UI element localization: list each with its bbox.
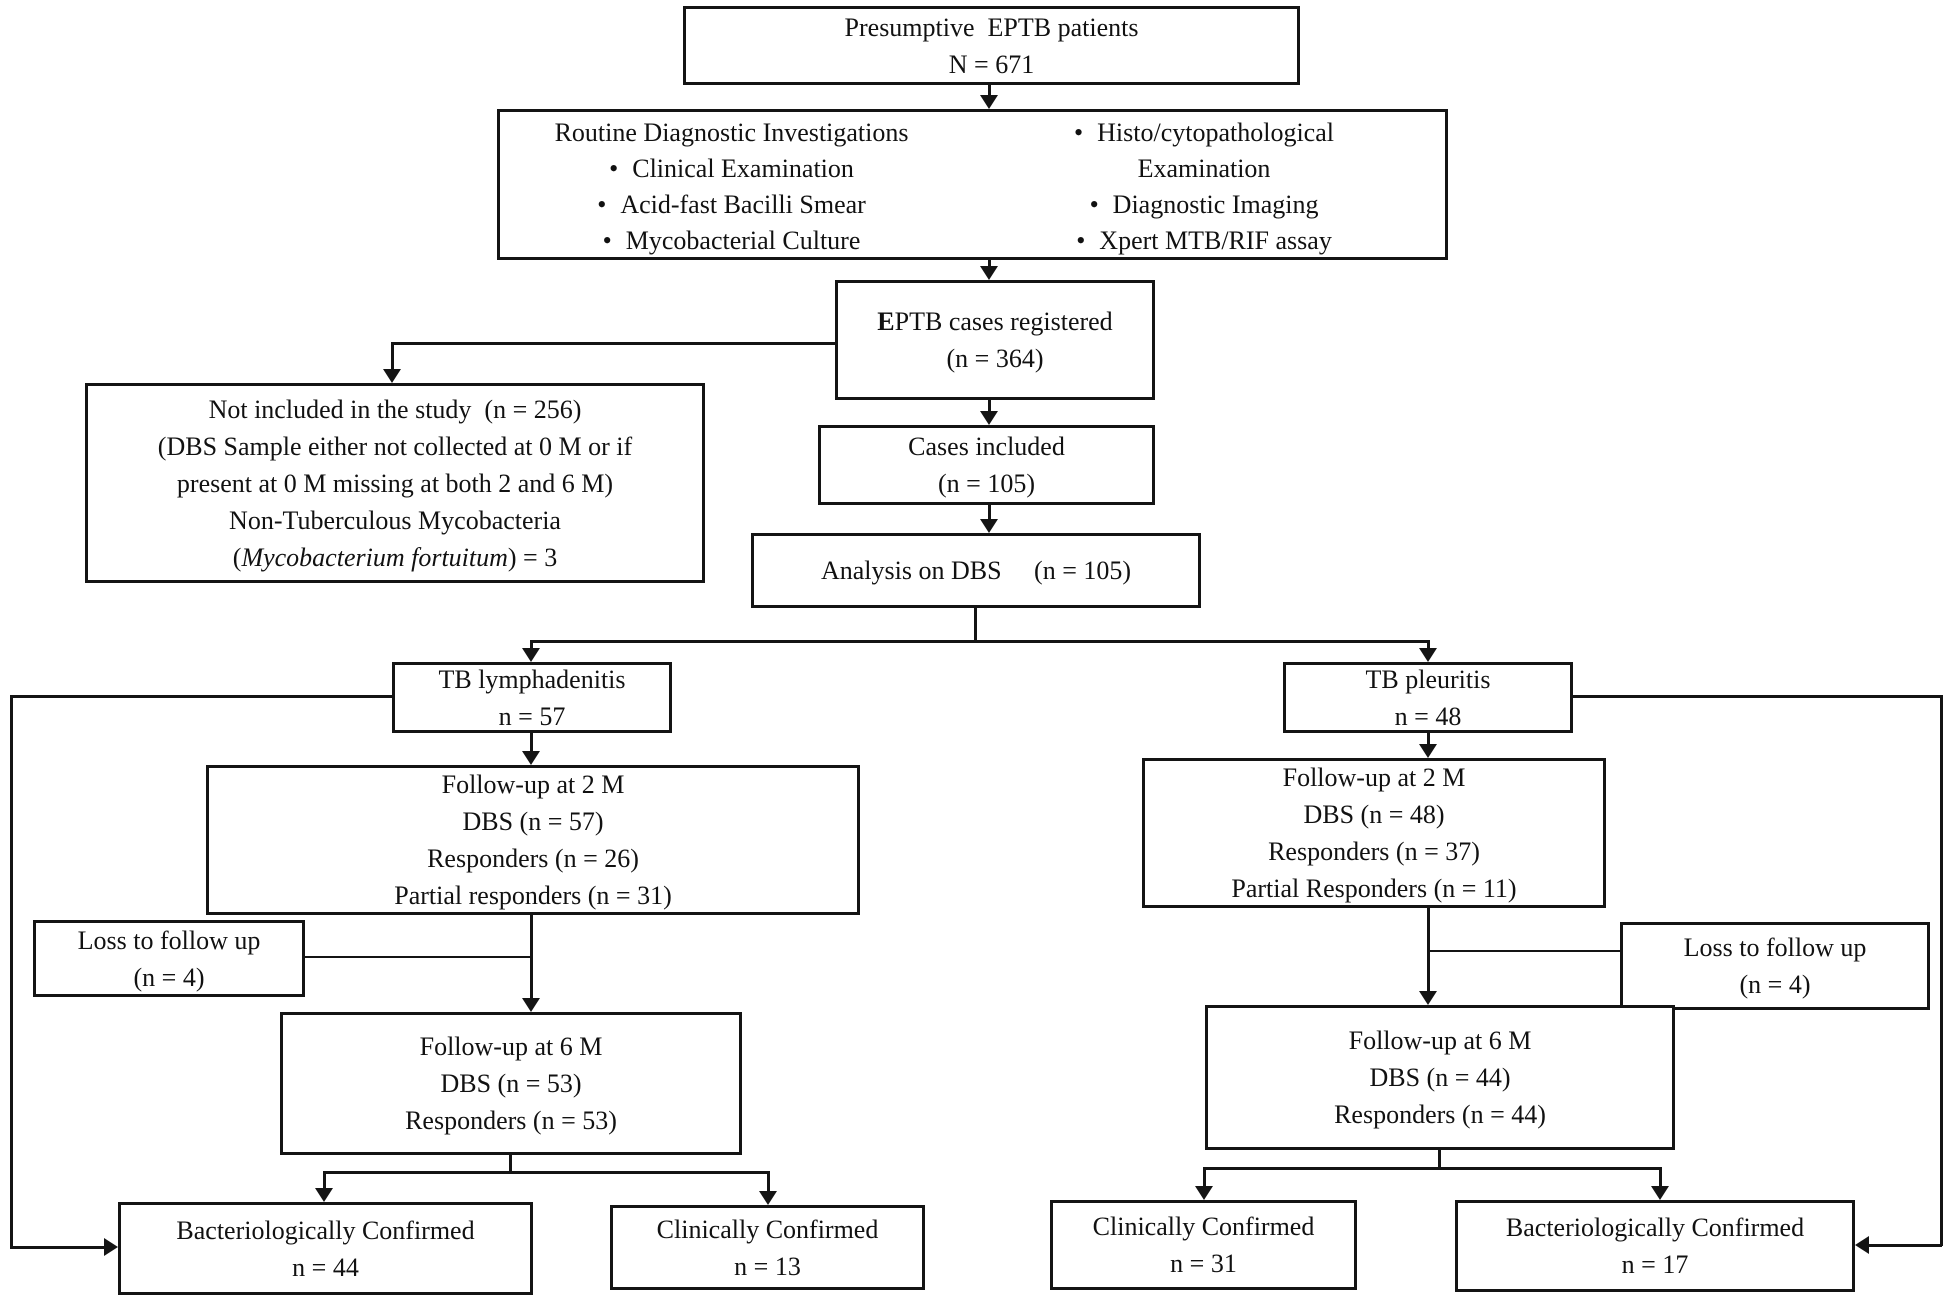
box-line: Loss to follow up [77, 925, 261, 955]
box-line: Bacteriologically Confirmed [176, 1215, 475, 1245]
bullet-item: • Histo/cytopathological Examination [1014, 115, 1394, 187]
column-title: Routine Diagnostic Investigations [554, 118, 909, 147]
arrowhead-down [383, 369, 401, 383]
box-line: DBS (n = 53) [440, 1069, 582, 1098]
connector-line [988, 504, 991, 520]
box-line: DBS (n = 48) [1303, 800, 1445, 829]
arrowhead-down [980, 411, 998, 425]
arrowhead-down [980, 519, 998, 533]
box-line: Bacteriologically Confirmed [1505, 1213, 1805, 1242]
box-line: present at 0 M missing at both 2 and 6 M) [176, 468, 614, 498]
investigations-left-column [500, 115, 963, 259]
box-line: Follow-up at 6 M [419, 1032, 603, 1061]
box-line: Responders (n = 44) [1334, 1100, 1546, 1129]
box-line: (DBS Sample either not collected at 0 M or if [157, 431, 633, 461]
box-routine-diagnostic-investigations [497, 109, 1448, 260]
box-line: Follow-up at 6 M [1348, 1026, 1532, 1055]
species-name: Mycobacterium fortuitum [241, 542, 508, 572]
branch-line [1203, 1167, 1662, 1170]
box-right-bacteriologically-confirmed [1455, 1200, 1855, 1292]
box-line: N = 671 [948, 49, 1035, 79]
bullet-item: • Xpert MTB/RIF assay [1014, 223, 1394, 259]
box-line: (n = 105) [938, 469, 1035, 498]
box-line: n = 44 [292, 1252, 359, 1282]
box-line: Responders (n = 37) [1268, 837, 1480, 866]
connector-line [530, 732, 533, 752]
box-line: TB pleuritis [1365, 664, 1491, 694]
feedback-line [1573, 695, 1943, 698]
box-line [877, 303, 1112, 340]
connector-line [392, 342, 836, 345]
box-line: TB lymphadenitis [438, 664, 626, 694]
box-left-loss-to-followup [33, 920, 305, 997]
paren-close: ) = 3 [507, 542, 558, 572]
box-left-followup-2m [206, 765, 860, 915]
arrowhead-down [315, 1188, 333, 1202]
box-line: Clinically Confirmed [656, 1214, 879, 1244]
feedback-line [1869, 1244, 1942, 1247]
connector-line [1659, 1167, 1662, 1187]
box-line: Cases included [908, 432, 1065, 461]
arrowhead-down [1419, 991, 1437, 1005]
investigations-right-column [963, 115, 1445, 259]
box-line: DBS (n = 57) [462, 807, 604, 836]
box-line: n = 17 [1621, 1250, 1689, 1279]
box-line: Clinically Confirmed [1092, 1212, 1315, 1241]
arrowhead-down [1195, 1186, 1213, 1200]
box-line: n = 31 [1170, 1249, 1237, 1278]
bullet-item: • Mycobacterial Culture [500, 223, 963, 259]
box-line: n = 57 [498, 701, 566, 731]
connector-line [391, 342, 394, 370]
box-line: Follow-up at 2 M [441, 770, 625, 799]
box-line: Analysis on DBS (n = 105) [820, 556, 1132, 585]
box-line [233, 539, 557, 576]
box-line: Partial responders (n = 31) [394, 881, 672, 910]
box-line: Partial Responders (n = 11) [1231, 874, 1517, 903]
arrowhead-down [522, 998, 540, 1012]
feedback-line [10, 1246, 104, 1249]
box-right-followup-6m [1205, 1005, 1675, 1150]
box-right-loss-to-followup [1620, 922, 1930, 1010]
box-line: Responders (n = 26) [427, 844, 639, 873]
feedback-line [10, 695, 392, 698]
box-line-rest: PTB cases registered [894, 307, 1113, 336]
connector-line [1438, 1149, 1441, 1169]
box-line: Presumptive EPTB patients [844, 12, 1139, 42]
box-right-followup-2m [1142, 758, 1606, 908]
bullet-item: • Diagnostic Imaging [1014, 187, 1394, 223]
bold-initial: E [877, 307, 895, 336]
arrowhead-down [980, 95, 998, 109]
box-line: Not included in the study (n = 256) [208, 394, 582, 424]
connector-line [323, 1171, 326, 1189]
box-eptb-cases-registered [835, 280, 1155, 400]
box-line: DBS (n = 44) [1369, 1063, 1511, 1092]
box-right-clinically-confirmed [1050, 1200, 1357, 1290]
box-tb-lymphadenitis [392, 662, 672, 733]
arrowhead-down [759, 1191, 777, 1205]
arrowhead-down [1419, 744, 1437, 758]
bullet-item: • Acid-fast Bacilli Smear [500, 187, 963, 223]
box-line: Follow-up at 2 M [1282, 763, 1466, 792]
connector-line [1203, 1167, 1206, 1187]
box-left-clinically-confirmed [610, 1205, 925, 1290]
box-presumptive-eptb-patients [683, 6, 1300, 85]
box-line: Non-Tuberculous Mycobacteria [229, 505, 561, 535]
paren-open: ( [232, 542, 242, 572]
arrowhead-down [522, 648, 540, 662]
feedback-line [1940, 695, 1943, 1246]
box-analysis-on-dbs [751, 533, 1201, 608]
box-line: Responders (n = 53) [405, 1106, 617, 1135]
box-line: (n = 364) [946, 344, 1044, 373]
box-cases-included [818, 425, 1155, 505]
feedback-line [10, 695, 13, 1248]
box-left-followup-6m [280, 1012, 742, 1155]
arrowhead-down [1651, 1186, 1669, 1200]
box-line: (n = 4) [1739, 970, 1811, 999]
arrowhead-right [104, 1238, 118, 1256]
box-tb-pleuritis [1283, 662, 1573, 733]
box-not-included-in-study [85, 383, 705, 583]
connector-line [767, 1171, 770, 1192]
loss-connector-line [1429, 950, 1620, 952]
connector-line [974, 607, 977, 642]
arrowhead-down [522, 751, 540, 765]
arrowhead-down [980, 266, 998, 280]
box-line: n = 13 [734, 1251, 801, 1281]
arrowhead-left [1855, 1236, 1869, 1254]
branch-line [323, 1171, 770, 1174]
loss-connector-line [305, 956, 532, 958]
branch-line [530, 640, 1430, 643]
box-line: Loss to follow up [1683, 933, 1867, 962]
arrowhead-down [1419, 648, 1437, 662]
box-line: (n = 4) [133, 962, 205, 992]
box-line: n = 48 [1394, 701, 1462, 731]
bullet-item: • Clinical Examination [500, 151, 963, 187]
box-left-bacteriologically-confirmed [118, 1202, 533, 1295]
